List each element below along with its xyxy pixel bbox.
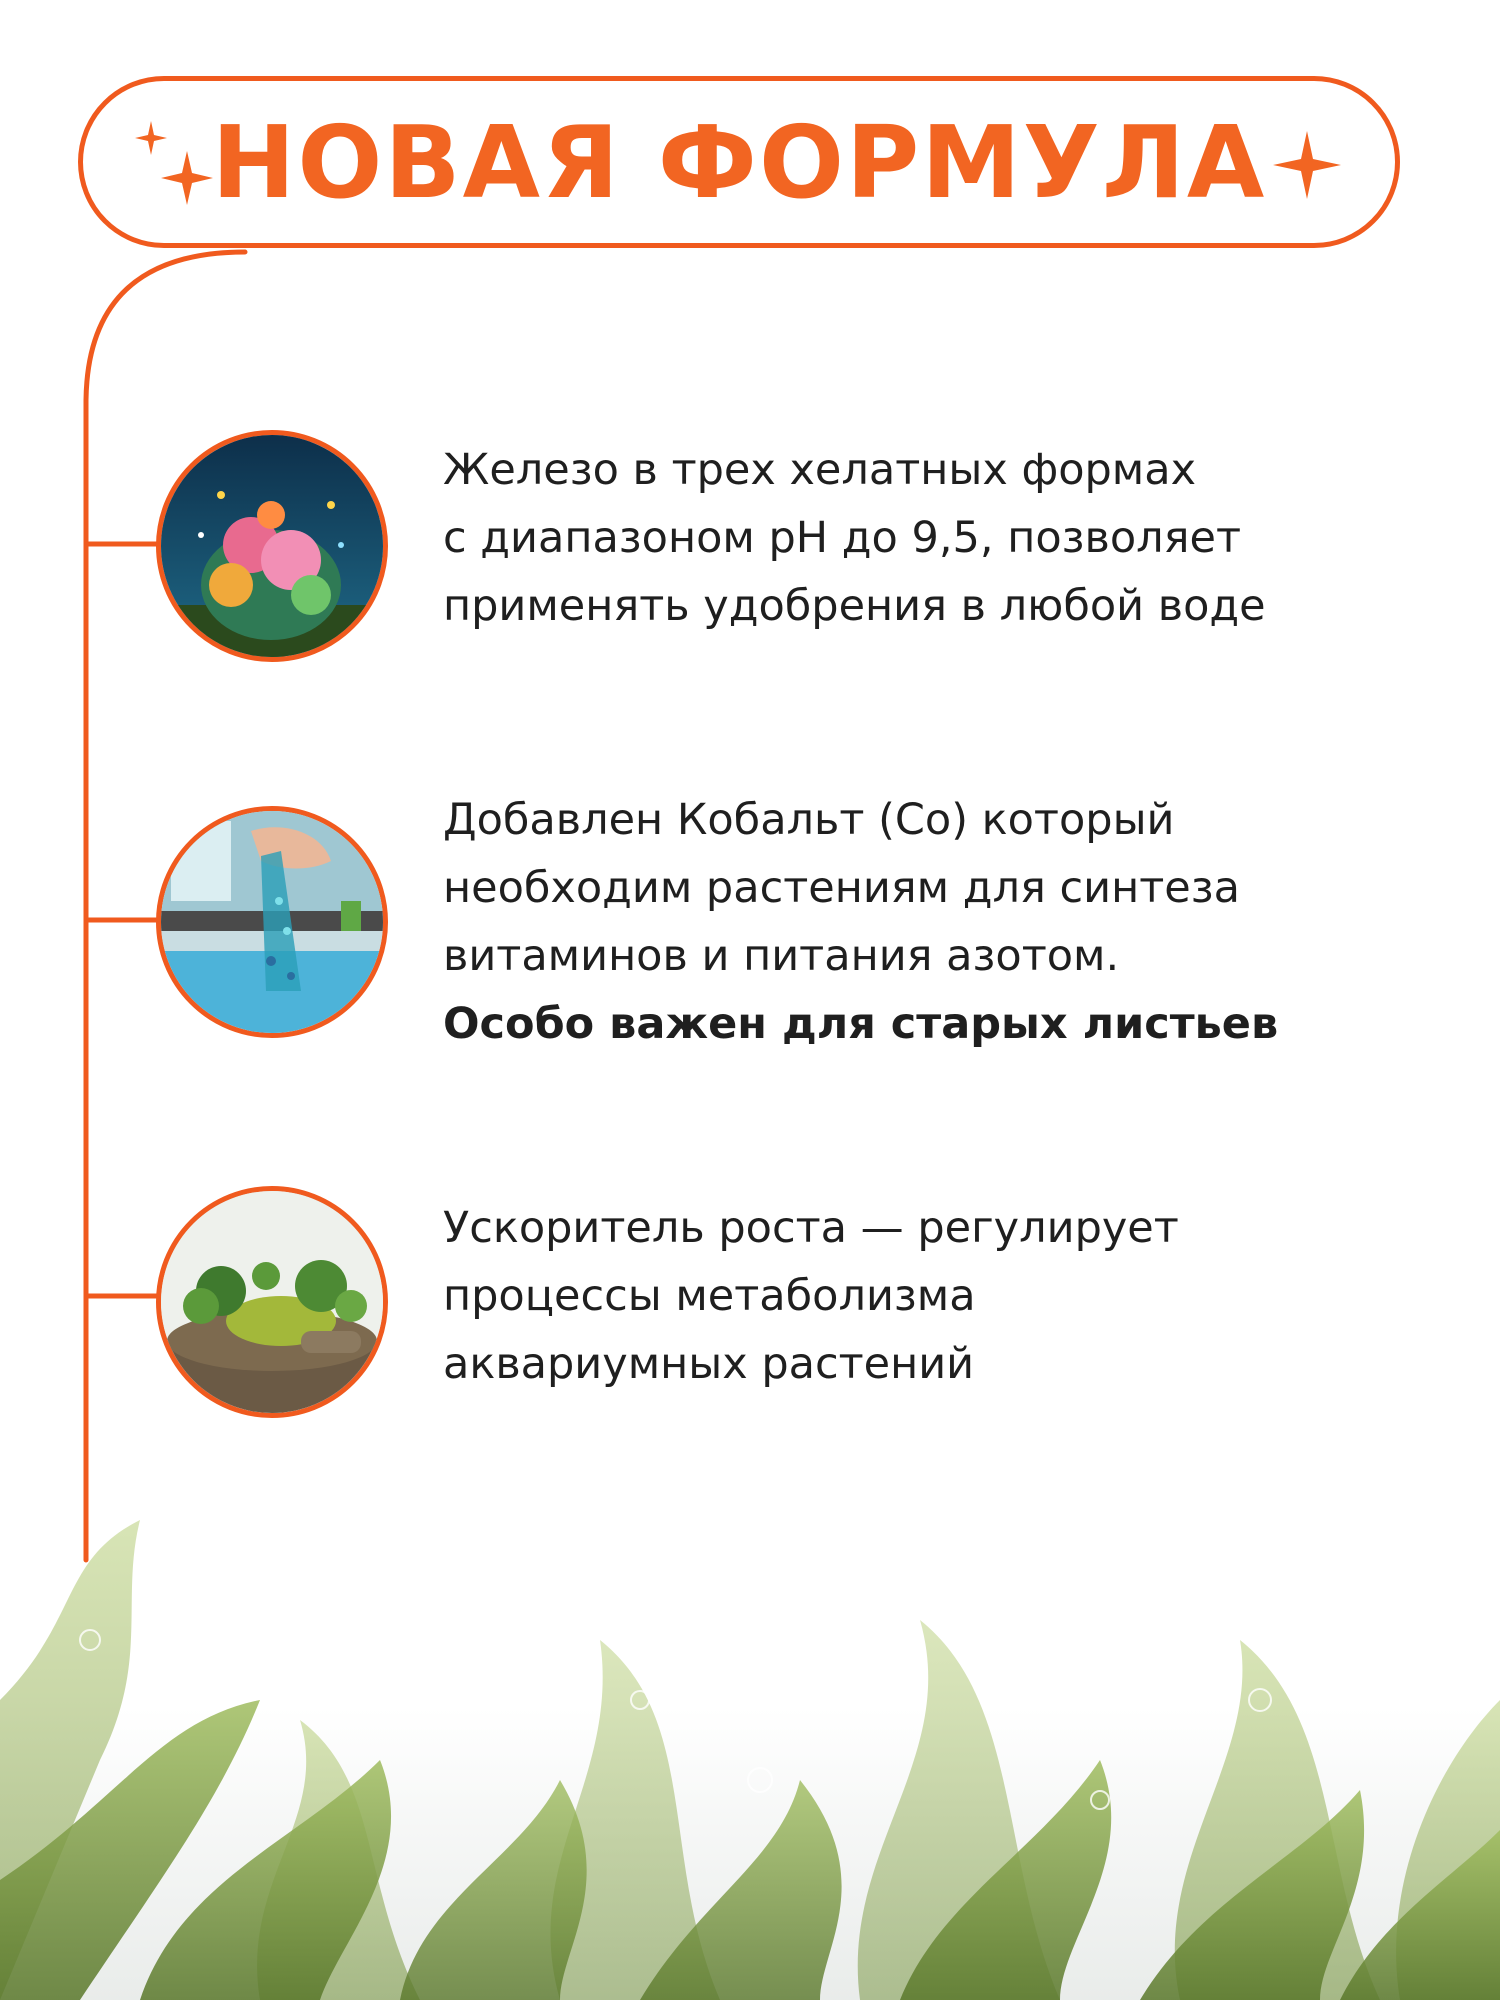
item-text-line: Ускоритель роста — регулирует [443, 1203, 1179, 1253]
title-banner [78, 76, 1400, 248]
item-description [443, 786, 1443, 1058]
item-text-line: необходим растениям для синтеза [443, 863, 1240, 913]
aquarium-reef-image [156, 430, 388, 662]
item-text-line: применять удобрения в любой воде [443, 581, 1266, 631]
item-text-line: с диапазоном pH до 9,5, позволяет [443, 513, 1242, 563]
item-text-line: витаминов и питания азотом. [443, 931, 1120, 981]
item-text-line: аквариумных растений [443, 1339, 975, 1389]
item-text-line: процессы метаболизма [443, 1271, 976, 1321]
item-text-bold-line: Особо важен для старых листьев [443, 999, 1279, 1049]
item-text-line: Добавлен Кобальт (Co) который [443, 795, 1175, 845]
page-title: НОВАЯ ФОРМУЛА [211, 103, 1267, 221]
fertilizer-pouring-image [156, 806, 388, 1038]
item-text-line: Железо в трех хелатных формах [443, 445, 1197, 495]
item-description [443, 436, 1443, 640]
aquascape-plants-image [156, 1186, 388, 1418]
item-description [443, 1194, 1443, 1398]
